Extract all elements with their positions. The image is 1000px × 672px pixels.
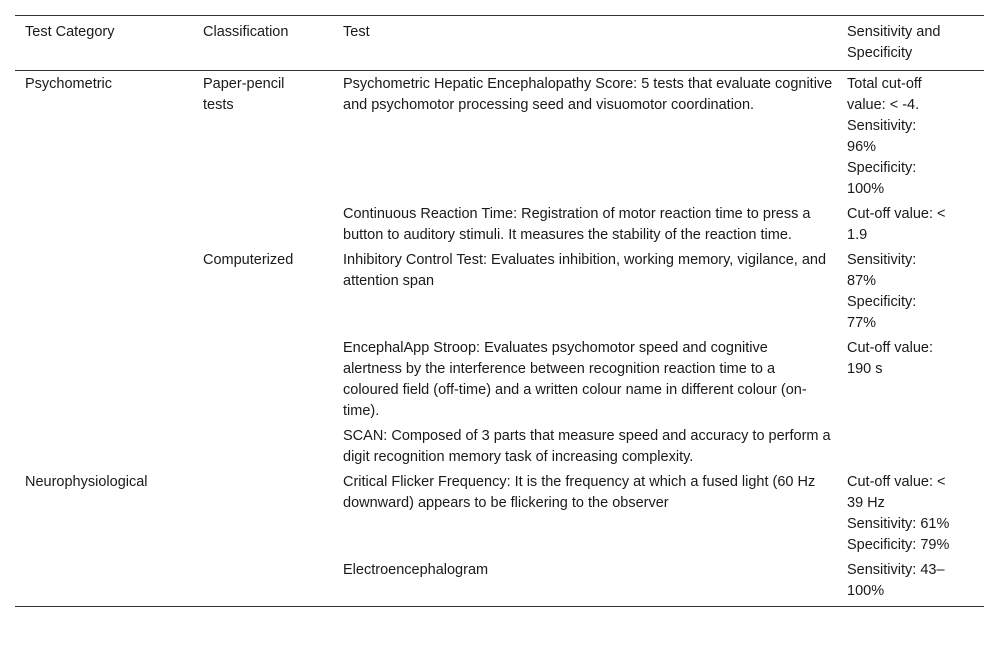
cell-test: EncephalApp Stroop: Evaluates psychomotor speed and cognitive alertness by the interference between recognition reaction time to a coloured field (off-time) and a written colour name in different colour (on-time). — [343, 340, 807, 419]
cell-category — [15, 202, 193, 248]
cell-category — [15, 558, 193, 607]
table-row — [15, 202, 984, 248]
table-row — [15, 558, 984, 607]
cell-classification — [193, 336, 333, 424]
header-row — [15, 16, 984, 71]
cell-sensitivity: Cut-off value: 190 s — [847, 340, 933, 377]
cell-classification: Paper-pencil tests — [203, 76, 285, 113]
table-row — [15, 71, 984, 203]
cell-test: Continuous Reaction Time: Registration of motor reaction time to press a button to auditory stimuli. It measures the stability of the reaction time. — [343, 206, 811, 243]
header-test: Test — [333, 16, 837, 71]
table-row — [15, 336, 984, 424]
cell-test: Psychometric Hepatic Encephalopathy Score: 5 tests that evaluate cognitive and psychomotor processing seed and visuomotor coordination. — [343, 76, 833, 113]
cell-sensitivity: Total cut-off value: < -4. Sensitivity: 96% Specificity: 100% — [847, 76, 922, 197]
cell-classification — [193, 202, 333, 248]
cell-category: Neurophysiological — [25, 474, 148, 490]
cell-test: Electroencephalogram — [333, 558, 837, 607]
cell-sensitivity: Sensitivity: 87% Specificity: 77% — [847, 252, 917, 331]
table-header — [15, 16, 984, 71]
cell-classification: Computerized — [203, 252, 294, 268]
cell-classification — [193, 558, 333, 607]
table-row — [15, 248, 984, 336]
cell-test: SCAN: Composed of 3 parts that measure speed and accuracy to perform a digit recognition memory task of increasing complexity. — [343, 428, 831, 465]
cell-classification — [193, 470, 333, 558]
table-container — [15, 15, 984, 607]
cell-sensitivity: Cut-off value: < 1.9 — [847, 206, 946, 243]
header-classification: Classification — [193, 16, 333, 71]
table-row — [15, 470, 984, 558]
cell-sensitivity: Cut-off value: < 39 Hz Sensitivity: 61% Specificity: 79% — [847, 474, 950, 553]
cell-category — [15, 424, 193, 470]
hepatic-encephalopathy-tests-table — [15, 15, 984, 607]
cell-test: Critical Flicker Frequency: It is the frequency at which a fused light (60 Hz downward) appears to be flickering to the observer — [343, 474, 816, 511]
cell-category — [15, 248, 193, 336]
table-body — [15, 71, 984, 607]
cell-category: Psychometric — [25, 76, 113, 92]
cell-sensitivity: Sensitivity: 43–100% — [837, 558, 984, 607]
cell-test: Inhibitory Control Test: Evaluates inhibition, working memory, vigilance, and attention span — [343, 252, 827, 289]
cell-classification — [193, 424, 333, 470]
cell-sensitivity — [837, 424, 984, 470]
table-row — [15, 424, 984, 470]
cell-category — [15, 336, 193, 424]
header-test-category: Test Category — [15, 16, 193, 71]
header-sensitivity-specificity: Sensitivity and Specificity — [837, 16, 984, 71]
